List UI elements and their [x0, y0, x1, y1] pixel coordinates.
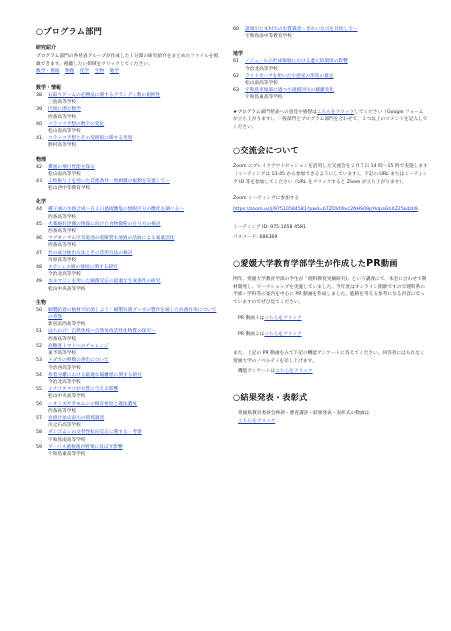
- item-number: 44: [36, 207, 42, 213]
- item-school: 今治西高等学校: [48, 365, 81, 371]
- list-item: [36, 307, 222, 329]
- category-heading: 地学: [233, 51, 244, 58]
- list-item: [36, 401, 222, 415]
- list-item: [36, 206, 222, 220]
- passcode: パスコード: 686369: [233, 234, 278, 240]
- list-item: [233, 58, 428, 72]
- pr-title-end: 動画: [380, 257, 398, 268]
- item-school: 松山中央高等学校: [48, 286, 86, 292]
- item-number: 40: [36, 121, 42, 127]
- item-title-link[interactable]: シオミズヤガモムシの飼育密度と適法濃度: [48, 401, 137, 407]
- item-number: 42: [36, 164, 42, 170]
- item-title-link[interactable]: 衣掛け並山南川の環境調査: [48, 415, 105, 421]
- category-heading: 数学・情報: [36, 85, 62, 91]
- list-item: [36, 372, 222, 386]
- list-item: [36, 278, 222, 292]
- list-item: [233, 73, 428, 87]
- item-school: 西条高等学校: [48, 408, 77, 414]
- item-title-link[interactable]: ダンゴムシの交替性転向反応に関する一考察: [48, 430, 142, 436]
- feedback-note-text-end: してください（Google フォームが立ち上がります）。一般部門とプログラム部門を合わせて、３つ以上のコメントを記入してください。: [233, 109, 428, 130]
- pr-video-2-link[interactable]: こちらをクリック: [264, 331, 302, 337]
- item-school: 今治北高等学校: [48, 379, 81, 385]
- field-links: [36, 68, 222, 75]
- item-number: 39: [36, 107, 42, 113]
- item-title-link[interactable]: ライトカーブを用いた小惑星の形状の推定: [245, 73, 334, 79]
- field-link-math[interactable]: 数学・情報: [36, 69, 60, 74]
- list-item: [36, 92, 222, 106]
- item-number: 43: [36, 179, 42, 185]
- results-description: 愛媛県教育委員会挨拶・審査講評・結果発表・表彰式の動画は: [238, 410, 370, 416]
- item-title-link[interactable]: マグネシウム空気電池の電解質水溶液の活血による素量活化: [48, 236, 175, 242]
- results-row: [233, 418, 428, 426]
- list-item: [36, 444, 222, 458]
- item-title-link[interactable]: ２枚振り子を用いた音源条件一致刺激の振動を反復して～: [48, 179, 170, 185]
- item-school: 丹原高等学校: [48, 257, 77, 263]
- survey-row: [233, 368, 428, 376]
- item-number: 61: [233, 59, 239, 65]
- pr-video-1-label: PR 動画１は: [238, 315, 265, 321]
- item-school: 新居浜西高等学校: [48, 322, 86, 328]
- zoom-url-link[interactable]: https://zoom.us/j/97510584581?pwd=bTZOV09vc2NHS09pYklpaGhXZ25kdz09: [233, 207, 418, 213]
- meeting-id: ミーティング ID: 975 1058 4581: [233, 225, 306, 231]
- field-link-earth[interactable]: 地学: [109, 69, 120, 74]
- pr-video-2-label: PR 動画２は: [238, 331, 265, 337]
- exchange-description: Zoom のブレイクアウトセッションを活用した交流会を２月７日 14 時～15 時で実施します（ミーティングは 13:45 から参加できるようにしています）。下記の URL またはミーティング ID 等を参加してください（URL をクリックすると Zoom が立ち上がります）。: [233, 164, 428, 185]
- item-school: 宇和島東高等学校: [245, 95, 283, 101]
- item-school: 宇和島南中等教育学校: [245, 34, 292, 40]
- pr-video-2: [233, 331, 428, 339]
- item-title-link[interactable]: 水ルマリンを用いた細菌反応の最適な生成条件の研究: [48, 279, 161, 285]
- survey-link[interactable]: こちらをクリック: [275, 369, 313, 375]
- feedback-note: [233, 109, 428, 132]
- item-number: 63: [233, 88, 239, 94]
- list-item: [36, 328, 222, 342]
- item-number: 54: [36, 372, 42, 378]
- field-link-biology[interactable]: 生物: [94, 69, 105, 74]
- list-item: [36, 250, 222, 264]
- item-number: 50: [36, 307, 42, 313]
- item-title-link[interactable]: コラッツ予想の数字の変化: [48, 121, 105, 127]
- item-number: 55: [36, 387, 42, 393]
- survey-label: 機能アンケートは: [238, 369, 276, 375]
- item-school: 松山中央高等学校: [48, 394, 86, 400]
- list-item: [36, 415, 222, 429]
- item-school: 松山南高等学校: [48, 171, 81, 177]
- list-item: [36, 135, 222, 149]
- list-item: [36, 343, 222, 357]
- item-number: 58: [36, 430, 42, 436]
- category-heading: 生物: [36, 299, 47, 306]
- item-number: 46: [36, 236, 42, 242]
- item-number: 45: [36, 221, 42, 227]
- results-video-link[interactable]: こちらをクリック: [238, 418, 276, 424]
- item-title-link[interactable]: コラッツ予想とその変則版に関する考察: [48, 136, 133, 142]
- results-section-title: ○結果発表・表彰式: [233, 391, 308, 402]
- item-title-link[interactable]: アーバス菌根菌が野菜に及ぼす影響: [48, 444, 123, 450]
- category-heading: 化学: [36, 199, 47, 206]
- item-number: 51: [36, 329, 42, 335]
- item-title-link[interactable]: イチゴタマゴが水質に与える影響: [48, 387, 119, 393]
- item-school: 西条高等学校: [48, 243, 77, 249]
- list-item: [233, 26, 428, 40]
- item-number: 59: [36, 444, 42, 450]
- program-section-title: ○プログラム部門: [36, 26, 102, 36]
- pr-section-title: [233, 258, 428, 269]
- item-title-link[interactable]: ステンレス板の強度に関する研究: [48, 265, 118, 271]
- item-title-link[interactable]: はちわけ！自然免疫～自然免疫活性化物質の探究～: [48, 329, 156, 335]
- item-number: 60: [233, 27, 239, 32]
- item-school: 今治北高等学校: [48, 272, 81, 278]
- list-item: [233, 87, 428, 101]
- item-school: 宇和島南高等学校: [48, 437, 86, 443]
- item-title-link[interactable]: 宇和島市堀部に過つ小規模河川の藤藤変化: [245, 88, 335, 94]
- item-title-link[interactable]: 火薬線好評圏の情報に向けた食物微粉の在り方の検討: [48, 221, 161, 227]
- list-item: [36, 357, 222, 371]
- category-heading: 物理: [36, 156, 47, 163]
- item-school: 宇和島東高等学校: [48, 451, 86, 457]
- list-item: [36, 429, 222, 443]
- item-title-link[interactable]: 糸着分離における最適な隔離紙に関する研究: [48, 372, 142, 378]
- item-school: 東予高等学校: [48, 351, 77, 357]
- feedback-note-text: ★プログラム部門発表への意見や感想は: [233, 109, 317, 115]
- item-number: 52: [36, 343, 42, 349]
- list-item: [36, 106, 222, 120]
- pr-video-1-link[interactable]: こちらをクリック: [264, 315, 302, 321]
- item-school: 松山南高等学校: [245, 81, 278, 87]
- item-school: 三島高等学校: [48, 100, 77, 106]
- item-school: 西条高等学校: [48, 229, 77, 235]
- survey-description: また、上記の PR 動画をみて下記の機能アンケートに答えてください。回答者にはもれなく愛媛大学のノベルティを差し上げます。: [233, 351, 425, 365]
- list-item: [36, 264, 222, 278]
- item-number: 49: [36, 279, 42, 285]
- list-item: [36, 386, 222, 400]
- item-title-link[interactable]: 諸岡川と本村川の水質調査～きれいな川を目指して～: [245, 27, 358, 32]
- field-link-chemistry[interactable]: 化学: [79, 69, 90, 74]
- left-column: [36, 26, 222, 458]
- item-title-link[interactable]: 種子油の水熱合成～在２口過硫酸塩の無限区分の酸化を調べる～: [48, 207, 184, 213]
- item-number: 62: [233, 73, 239, 79]
- right-column: [233, 26, 428, 433]
- pr-title-text: ○愛媛大学教育学部学生が作成した: [233, 257, 367, 268]
- pr-video-1: [233, 315, 428, 323]
- item-title-link[interactable]: 高糖度トマトへのチャレンジ: [48, 343, 109, 349]
- item-school: 西条高等学校: [48, 114, 77, 120]
- pr-title-pr: PR: [366, 257, 381, 269]
- item-title-link[interactable]: 網製防着の植材で抗菌しよう！網製抗菌グッズの製作を通した抗菌作用についての考察: [48, 307, 217, 321]
- item-number: 38: [36, 93, 42, 98]
- item-title-link[interactable]: 薫風の飛行性能を探る: [48, 164, 95, 170]
- item-school: 野村高等学校: [48, 143, 77, 149]
- item-number: 56: [36, 401, 42, 407]
- item-title-link[interactable]: 円周に潜む数学: [48, 107, 81, 113]
- list-item: [36, 235, 222, 249]
- item-school: 松山西中等教育学校: [48, 186, 91, 192]
- item-school: 川之石高等学校: [48, 423, 81, 429]
- item-number: 53: [36, 358, 42, 364]
- item-number: 48: [36, 265, 42, 271]
- field-link-physics[interactable]: 物理: [64, 69, 75, 74]
- item-title-link[interactable]: 石取りゲームの必勝法に関するグランディ数の規則性: [48, 93, 161, 98]
- item-number: 41: [36, 136, 42, 142]
- item-school: 西条高等学校: [48, 214, 77, 220]
- pr-description: 例年、愛媛大学教育学部の学生が「理科教育実験研究Ⅰ」という講義にて、本会に合わせて教材開発し、ワークショップを実施していました。今年度はオンライン開催ですので理科系の学部・学科等の案内を中心に PR 動画を作成しました。進路を考える参考になる内容になっていますのでぜひ見てください。: [233, 276, 427, 306]
- zoom-label: Zoom ミーティングに参加する: [233, 195, 300, 201]
- list-item: [36, 178, 222, 192]
- list-item: [36, 164, 222, 178]
- research-intro-label: 研究紹介: [36, 45, 57, 51]
- item-title-link[interactable]: ノジュールの形成場層における遺元的環境の影響: [245, 59, 348, 65]
- program-description: プログラム部門の各発表グループが作成した１分間の研究紹介をまとめたファイルを掲載できます。視聴したい領域をクリックしてください。: [36, 54, 219, 67]
- list-item: [36, 221, 222, 235]
- item-school: 今治北高等学校: [245, 66, 278, 72]
- feedback-form-link[interactable]: こちらをクリック: [316, 109, 355, 115]
- item-title-link[interactable]: 竹の成分抽出方法とその活用方法の検討: [48, 250, 133, 256]
- exchange-section-title: ○交流会について: [233, 145, 299, 156]
- item-number: 47: [36, 250, 42, 256]
- list-item: [36, 121, 222, 135]
- item-school: 西条高等学校: [48, 336, 77, 342]
- item-title-link[interactable]: メダカの卵膜の溶出について: [48, 358, 109, 364]
- item-number: 57: [36, 415, 42, 421]
- item-school: 松山南高等学校: [48, 129, 81, 135]
